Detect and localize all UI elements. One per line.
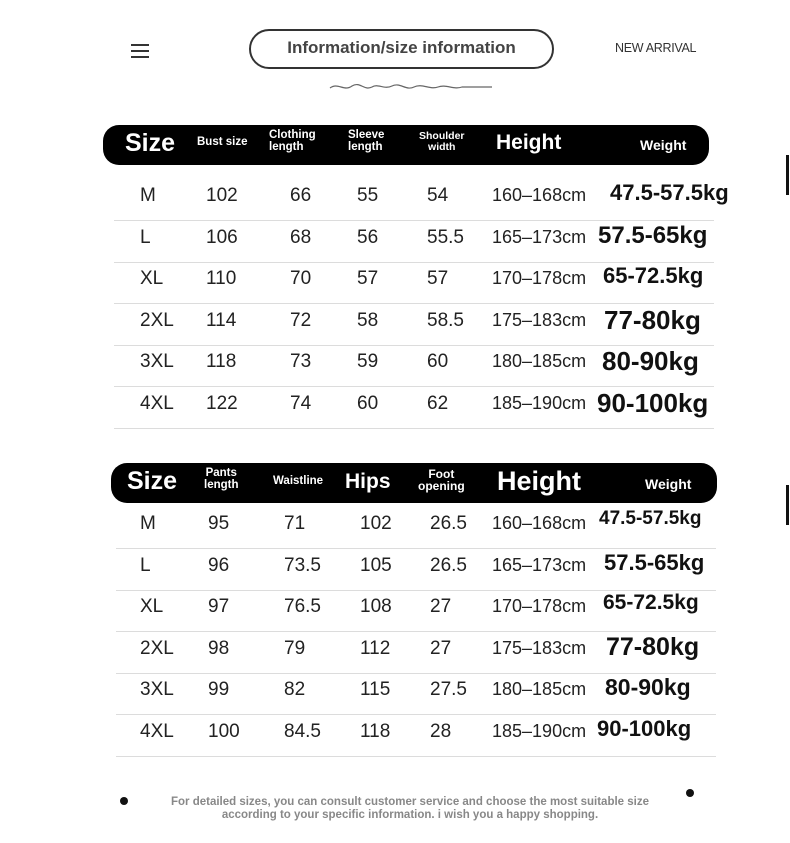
row-divider (116, 756, 716, 757)
cell-height: 160–168cm (492, 513, 587, 533)
cell-shoulder: 62 (427, 392, 449, 414)
bullet-dot (120, 797, 128, 805)
cell-sleeve: 56 (357, 226, 379, 248)
col-height: Height (497, 466, 581, 496)
cell-height: 185–190cm (492, 392, 587, 413)
table-row (114, 305, 714, 346)
cell-weight: 65-72.5kg (603, 591, 699, 614)
table-row (116, 550, 716, 591)
cell-height: 185–190cm (492, 720, 587, 741)
cell-size: 4XL (140, 392, 174, 414)
cell-pants: 98 (208, 637, 230, 659)
cell-foot: 27.5 (430, 679, 467, 700)
col-waistline: Waistline (273, 475, 324, 487)
page-title: Information/size information (249, 29, 554, 69)
cell-pants: 100 (208, 720, 240, 742)
table-row (114, 263, 714, 304)
col-bust-size: Bust size (197, 136, 248, 148)
cell-pants: 97 (208, 596, 230, 617)
cell-foot: 26.5 (430, 513, 467, 534)
cell-size: 2XL (140, 309, 174, 331)
col-hips: Hips (345, 470, 391, 493)
cell-height: 170–178cm (492, 268, 587, 288)
cell-sleeve: 59 (357, 351, 379, 372)
table-row (114, 346, 714, 387)
cell-foot: 28 (430, 720, 452, 742)
cell-size: 3XL (140, 351, 174, 372)
edge-mark (786, 485, 789, 525)
table-row (116, 716, 716, 757)
cell-weight: 47.5-57.5kg (599, 508, 702, 529)
cell-size: L (140, 226, 151, 248)
cell-weight: 77-80kg (606, 632, 700, 661)
cell-foot: 27 (430, 637, 452, 659)
cell-waist: 79 (284, 637, 306, 659)
cell-shoulder: 58.5 (427, 309, 464, 331)
cell-hips: 108 (360, 596, 392, 617)
cell-length: 73 (290, 351, 312, 372)
cell-bust: 110 (206, 268, 237, 289)
cell-height: 165–173cm (492, 554, 587, 575)
cell-hips: 112 (360, 637, 391, 659)
new-arrival-label: NEW ARRIVAL (615, 41, 697, 55)
col-weight: Weight (640, 137, 687, 153)
cell-pants: 99 (208, 679, 230, 700)
cell-waist: 76.5 (284, 596, 321, 617)
cell-height: 175–183cm (492, 637, 587, 658)
cell-shoulder: 60 (427, 351, 449, 372)
cell-sleeve: 55 (357, 185, 379, 206)
cell-weight: 80-90kg (605, 674, 691, 700)
cell-length: 70 (290, 268, 312, 289)
cell-shoulder: 57 (427, 268, 449, 289)
top-table-header (103, 125, 709, 165)
cell-shoulder: 55.5 (427, 226, 464, 248)
cell-weight: 65-72.5kg (603, 263, 704, 288)
cell-hips: 118 (360, 720, 391, 742)
cell-weight: 90-100kg (597, 387, 709, 418)
cell-weight: 57.5-65kg (604, 549, 705, 575)
cell-bust: 118 (206, 351, 237, 372)
table-row (114, 222, 714, 263)
cell-weight: 90-100kg (597, 715, 692, 741)
edge-mark (786, 155, 789, 195)
col-height: Height (496, 131, 562, 154)
table-row (116, 633, 716, 674)
cell-waist: 84.5 (284, 720, 321, 742)
table-row (114, 388, 714, 429)
footer-note: For detailed sizes, you can consult customer service and choose the most suitable size according to your specific information. i wish you a happy shopping. (170, 796, 650, 821)
cell-sleeve: 57 (357, 268, 379, 289)
cell-weight: 47.5-57.5kg (610, 180, 729, 205)
menu-icon[interactable] (131, 44, 149, 60)
col-weight: Weight (645, 476, 692, 492)
cell-height: 170–178cm (492, 596, 587, 616)
cell-weight: 57.5-65kg (598, 221, 708, 249)
cell-bust: 122 (206, 392, 238, 414)
bullet-dot (686, 789, 694, 797)
cell-height: 165–173cm (492, 226, 587, 247)
cell-bust: 106 (206, 226, 238, 248)
cell-length: 66 (290, 185, 312, 206)
cell-size: XL (140, 596, 164, 617)
cell-hips: 115 (360, 679, 391, 700)
cell-sleeve: 58 (357, 309, 379, 331)
table-row (116, 508, 716, 549)
cell-length: 74 (290, 392, 312, 414)
cell-weight: 80-90kg (602, 346, 699, 376)
cell-bust: 114 (206, 309, 237, 331)
cell-length: 68 (290, 226, 312, 248)
col-size: Size (125, 129, 176, 157)
cell-weight: 77-80kg (604, 304, 701, 335)
table-row (116, 674, 716, 715)
col-clothing-length: Clothing length (269, 129, 316, 153)
cell-height: 175–183cm (492, 309, 587, 330)
cell-length: 72 (290, 309, 312, 331)
col-pants-length: Pants length (204, 467, 239, 491)
signature-decoration (326, 78, 496, 94)
col-sleeve-length: Sleeve length (348, 129, 385, 153)
cell-size: 2XL (140, 637, 174, 659)
cell-size: 4XL (140, 720, 174, 742)
cell-height: 180–185cm (492, 679, 587, 699)
cell-waist: 73.5 (284, 554, 321, 576)
cell-sleeve: 60 (357, 392, 379, 414)
cell-bust: 102 (206, 185, 238, 206)
cell-size: XL (140, 268, 164, 289)
cell-size: 3XL (140, 679, 174, 700)
col-shoulder-width: Shoulder width (419, 130, 465, 153)
cell-size: L (140, 554, 151, 576)
cell-foot: 27 (430, 596, 452, 617)
cell-height: 180–185cm (492, 351, 587, 371)
cell-waist: 71 (284, 513, 306, 534)
col-size: Size (127, 467, 178, 495)
cell-shoulder: 54 (427, 185, 449, 206)
cell-waist: 82 (284, 679, 306, 700)
table-row (114, 180, 729, 221)
cell-foot: 26.5 (430, 554, 467, 576)
cell-height: 160–168cm (492, 185, 587, 205)
cell-hips: 102 (360, 513, 392, 534)
row-divider (114, 428, 714, 429)
table-row (116, 591, 716, 632)
cell-pants: 96 (208, 554, 230, 576)
col-foot-opening: Foot opening (418, 467, 465, 493)
cell-pants: 95 (208, 513, 230, 534)
bottom-table-header (111, 463, 717, 503)
cell-size: M (140, 185, 156, 206)
cell-hips: 105 (360, 554, 392, 576)
cell-size: M (140, 513, 156, 534)
